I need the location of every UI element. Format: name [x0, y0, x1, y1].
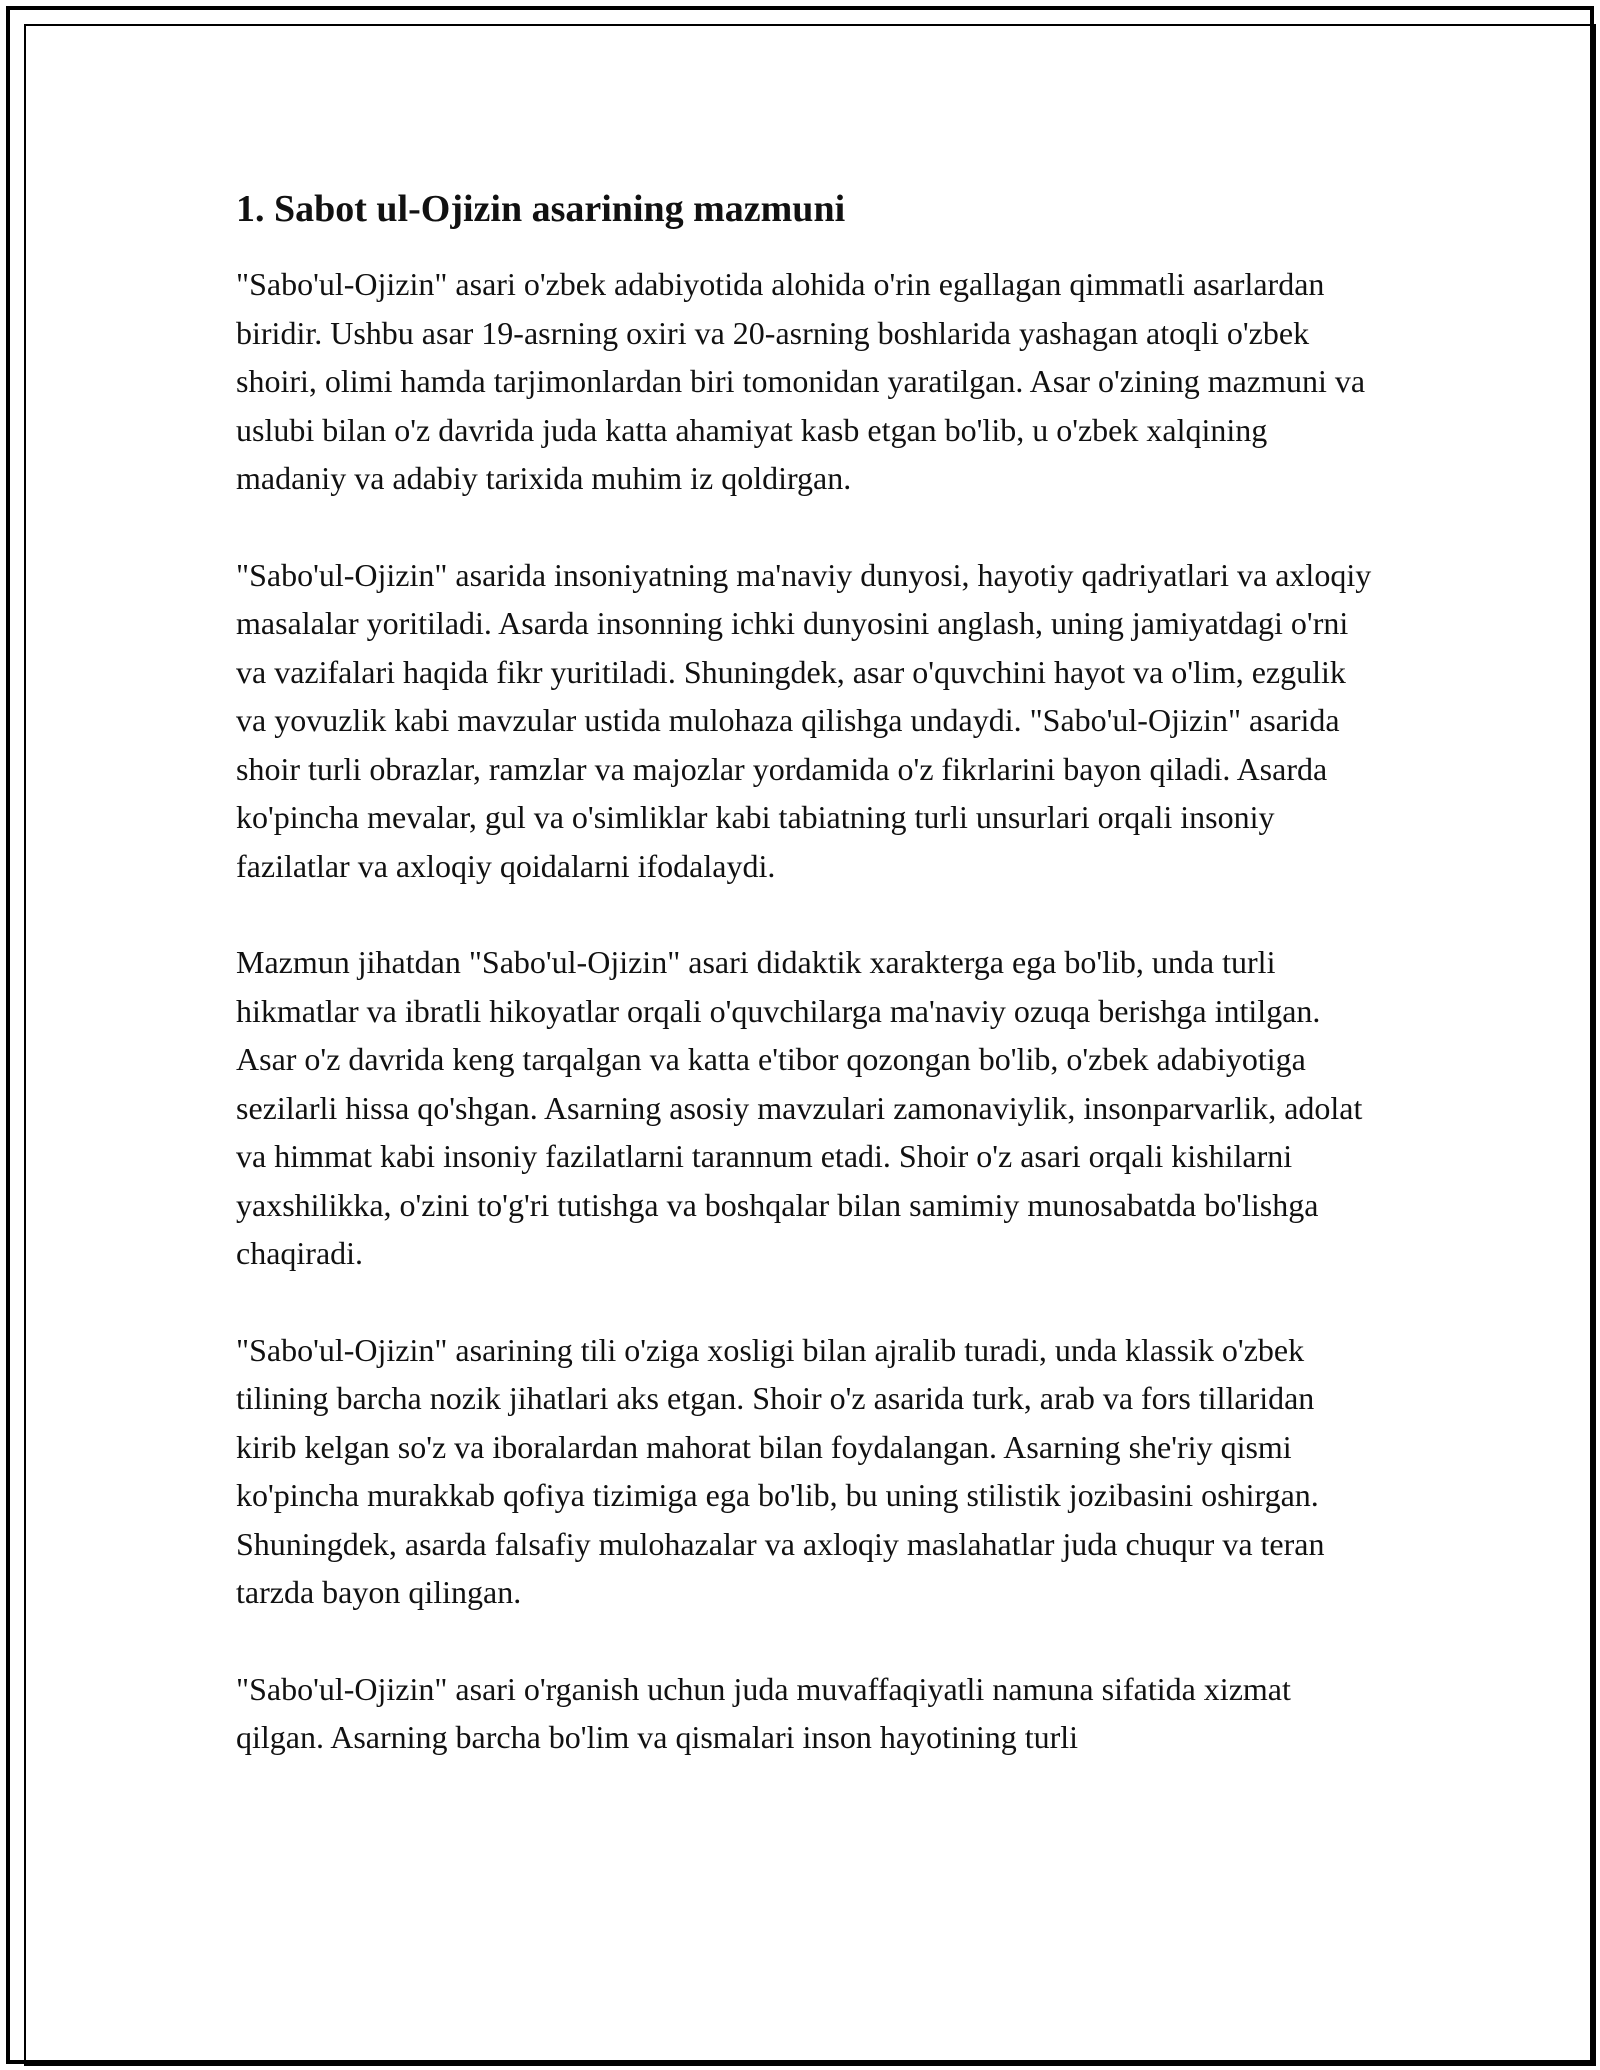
paragraph-2: "Sabo'ul-Ojizin" asarida insoniyatning ma'naviy dunyosi, hayotiy qadriyatlari va axloqiy masalalar yoritiladi. Asarda insonning ichki dunyosini anglash, uning jamiyatdagi o'rni va vazifalari haqida fikr yuritiladi. Shuningdek, asar o'quvchini hayot va o'lim, ezgulik va yovuzlik kabi mavzular ustida mulohaza qilishga undaydi. "Sabo'ul-Ojizin" asarida shoir turli obrazlar, ramzlar va majozlar yordamida o'z fikrlarini bayon qiladi. Asarda ko'pincha mevalar, gul va o'simliklar kabi tabiatning turli unsurlari orqali insoniy fazilatlar va axloqiy qoidalarni ifodalaydi.	[236, 556, 1372, 884]
document-body	[236, 185, 1376, 1810]
paragraph-3: Mazmun jihatdan "Sabo'ul-Ojizin" asari didaktik xarakterga ega bo'lib, unda turli hikmatlar va ibratli hikoyatlar orqali o'quvchilarga ma'naviy ozuqa berishga intilgan. Asar o'z davrida keng tarqalgan va katta e'tibor qozongan bo'lib, o'zbek adabiyotiga sezilarli hissa qo'shgan. Asarning asosiy mavzulari zamonaviylik, insonparvarlik, adolat va himmat kabi insoniy fazilatlarni tarannum etadi. Shoir o'z asari orqali kishilarni yaxshilikka, o'zini to'g'ri tutishga va boshqalar bilan samimiy munosabatda bo'lishga chaqiradi.	[236, 944, 1363, 1272]
section-heading: 1. Sabot ul-Ojizin asarining mazmuni	[236, 188, 846, 230]
paragraph-5: "Sabo'ul-Ojizin" asari o'rganish uchun juda muvaffaqiyatli namuna sifatida xizmat qilgan. Asarning barcha bo'lim va qismalari inson hayotining turli	[236, 1670, 1291, 1756]
paragraph-1: "Sabo'ul-Ojizin" asari o'zbek adabiyotida alohida o'rin egallagan qimmatli asarlardan biridir. Ushbu asar 19-asrning oxiri va 20-asrning boshlarida yashagan atoqli o'zbek shoiri, olimi hamda tarjimonlardan biri tomonidan yaratilgan. Asar o'zining mazmuni va uslubi bilan o'z davrida juda katta ahamiyat kasb etgan bo'lib, u o'zbek xalqining madaniy va adabiy tarixida muhim iz qoldirgan.	[236, 266, 1366, 497]
paragraph-4: "Sabo'ul-Ojizin" asarining tili o'ziga xosligi bilan ajralib turadi, unda klassik o'zbek tilining barcha nozik jihatlari aks etgan. Shoir o'z asarida turk, arab va fors tillaridan kirib kelgan so'z va iboralardan mahorat bilan foydalangan. Asarning she'riy qismi ko'pincha murakkab qofiya tizimiga ega bo'lib, bu uning stilistik jozibasini oshirgan. Shuningdek, asarda falsafiy mulohazalar va axloqiy maslahatlar juda chuqur va teran tarzda bayon qilingan.	[236, 1331, 1325, 1611]
